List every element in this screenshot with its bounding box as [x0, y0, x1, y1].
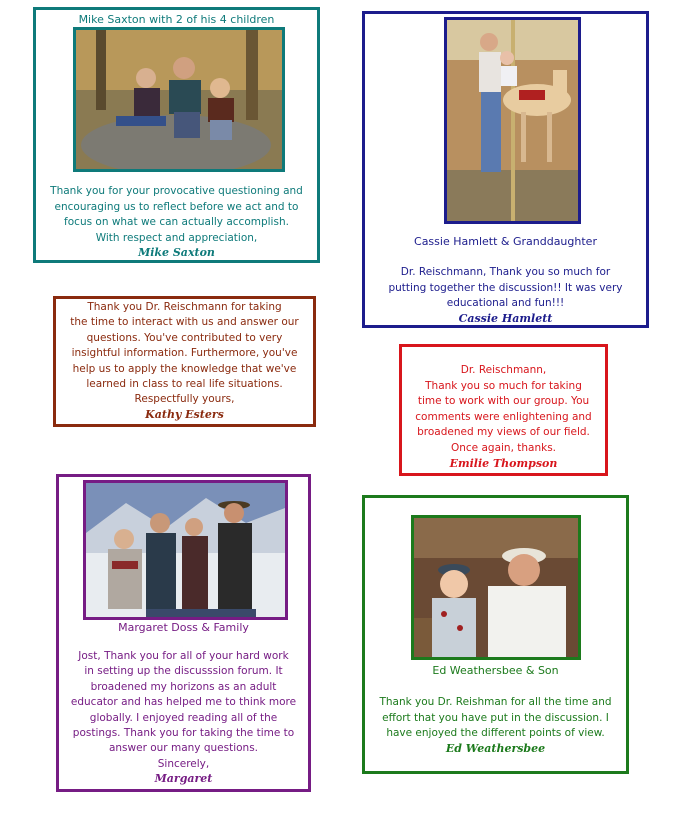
card-kathy-esters — [53, 296, 316, 427]
photo-caption: Ed Weathersbee & Son — [432, 664, 559, 677]
card-mike-saxton — [33, 7, 320, 263]
thank-you-message: Thank you Dr. Reischmann for taking the time to interact with us and answer our questions. You've contributed to very insightful information. Furthermore, you've help us to apply the knowledge that we've learned in class to real life situations. Respectfully yours, Kathy Esters — [62, 300, 307, 422]
thank-you-message: Dr. Reischmann, Thank you so much for taking time to work with our group. You comments were enlightening and broadened my views of our field. Once again, thanks. Emilie Thompson — [404, 363, 603, 471]
signature: Mike Saxton — [138, 246, 215, 259]
card-ed-weathersbee — [362, 495, 629, 774]
photo-mike-saxton — [73, 27, 285, 172]
photo-margaret-doss — [83, 480, 288, 620]
signature: Ed Weathersbee — [445, 741, 546, 755]
card-emilie-thompson — [399, 344, 608, 476]
photo-cassie-hamlett — [444, 17, 581, 224]
card-margaret-doss — [56, 474, 311, 792]
thank-you-message: Thank you Dr. Reishman for all the time and effort that you have put in the discussion. I have enjoyed the different points of view. Ed Weathersbee — [371, 695, 620, 756]
signature: Margaret — [154, 772, 213, 786]
thank-you-message: Dr. Reischmann, Thank you so much for putting together the discussion!! It was very educational and fun!!! Cassie Hamlett — [371, 265, 640, 326]
photo-ed-weathersbee — [411, 515, 581, 660]
card-cassie-hamlett — [362, 11, 649, 328]
photo-caption: Mike Saxton with 2 of his 4 children — [78, 13, 275, 26]
photo-caption: Cassie Hamlett & Granddaughter — [414, 235, 597, 248]
photo-caption: Margaret Doss & Family — [118, 621, 249, 634]
signature: Cassie Hamlett — [458, 311, 553, 325]
signature: Kathy Esters — [145, 407, 224, 421]
thank-you-message: Thank you for your provocative questioning and encouraging us to reflect before we act and to focus on what we can actually accomplish. With respect and appreciation, Mike Saxton — [42, 184, 311, 260]
thank-you-message: Jost, Thank you for all of your hard work in setting up the discusssion forum. It broadened my horizons as an adult educator and has helped me to think more globally. I enjoyed reading all of the postings. Thank you for taking the time to answer our many questions. Sincerely, Margaret — [63, 649, 304, 786]
signature: Emilie Thompson — [449, 456, 558, 470]
